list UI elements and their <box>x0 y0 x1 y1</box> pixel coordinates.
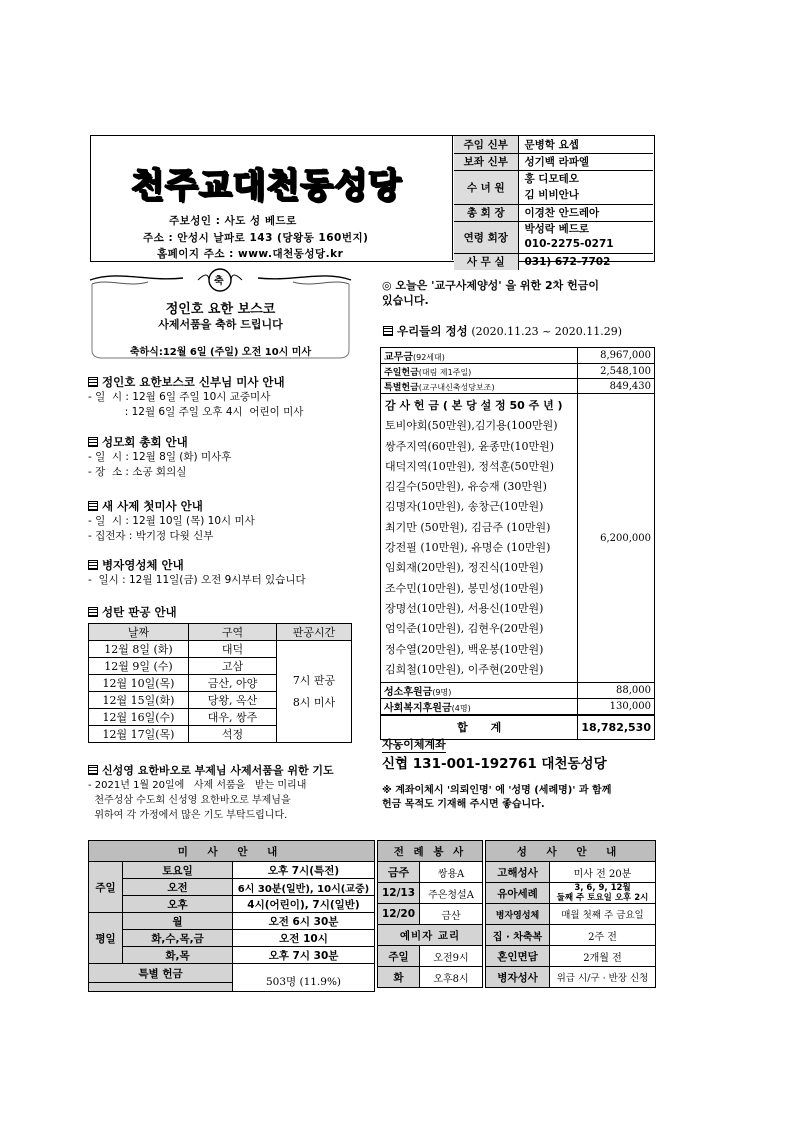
donor-line: 토비야회(50만원),김기용(100만원) <box>385 419 558 433</box>
notice-line: - 일 시 : 12월 6일 주일 10시 교중미사 <box>88 391 271 403</box>
notice-line: - 장 소 : 소공 회의실 <box>88 466 187 478</box>
mass-day: 화,목 <box>123 947 233 964</box>
ordination-celebration: 축하식:12월 6일 (주일) 오전 10시 미사 <box>129 347 312 358</box>
altar-week: 금주 <box>378 862 420 883</box>
notice-line: - 집전자 : 박기정 다윗 신부 <box>88 530 214 542</box>
offering-period: (2020.11.23 ~ 2020.11.29) <box>471 325 623 338</box>
mass-day: 오전 <box>123 879 233 896</box>
staff-role: 총 회 장 <box>454 204 518 221</box>
notice-2 <box>88 434 368 480</box>
donor-line: 조수민(10만원), 봉민성(10만원) <box>385 581 544 595</box>
sacrament-table <box>485 840 656 988</box>
staff-name: 이경찬 안드레아 <box>518 204 653 221</box>
offering-sub: (교구내신축성당보조) <box>418 382 495 392</box>
district-cell: 대덕 <box>189 641 277 658</box>
special-offering-spacer <box>89 983 233 992</box>
altar-title: 전 례 봉 사 <box>378 841 483 862</box>
notice-title: 정인호 요한보스코 신부님 미사 안내 <box>102 375 285 389</box>
table-row <box>378 883 483 904</box>
table-row <box>89 913 375 930</box>
square-bullet-icon <box>88 501 98 511</box>
staff-role: 사 무 실 <box>454 253 518 270</box>
catechism-title: 예비자 교리 <box>378 925 483 946</box>
prayer-line: 천주성삼 수도회 신성영 요한바오로 부제님을 <box>88 795 291 806</box>
table-row <box>378 904 483 925</box>
date-cell: 12월 17일(목) <box>89 726 189 743</box>
donor-line: 정수열(20만원), 백운봉(10만원) <box>385 642 544 656</box>
catechism-time: 오후8시 <box>420 967 483 988</box>
altar-group: 주은청설A <box>420 883 483 904</box>
table-row <box>381 683 655 699</box>
district-cell: 고삼 <box>189 658 277 675</box>
special-offering-value: 503명 (11.9%) <box>233 964 375 992</box>
donor-line: 최기만 (50만원), 김금주 (10만원) <box>385 520 551 534</box>
mass-day: 오후 <box>123 896 233 913</box>
time-cell: 7시 판공 8시 미사 <box>277 641 352 743</box>
altar-group: 쌍용A <box>420 862 483 883</box>
offering-sub: (92세대) <box>412 353 445 362</box>
mass-time: 오후 7시(특전) <box>233 862 375 879</box>
district-cell: 석정 <box>189 726 277 743</box>
thanks-row <box>381 394 655 683</box>
mass-time: 오전 10시 <box>233 930 375 947</box>
parish-address: 주소 : 안성시 날파로 143 (당왕동 160번지) <box>143 232 369 244</box>
offering-heading <box>383 323 622 339</box>
notice-title: 병자영성체 안내 <box>102 558 184 572</box>
offering-amount: 88,000 <box>578 683 655 699</box>
offering-table <box>380 347 655 740</box>
notice-1 <box>88 374 368 420</box>
tour-title: 성탄 판공 안내 <box>102 605 177 619</box>
second-collection-notice: ◎ 오늘은 '교구사제양성' 을 위한 2차 헌금이 있습니다. <box>382 279 599 307</box>
table-row <box>486 862 656 883</box>
district-cell: 대우, 쌍주 <box>189 709 277 726</box>
thanks-amount: 6,200,000 <box>578 394 655 683</box>
mass-time: 6시 30분(일반), 10시(교중) <box>233 879 375 896</box>
weekday-label: 평일 <box>89 913 123 964</box>
transfer-note: ※ 계좌이체시 '의뢰인명' 에 '성명 (세례명)' 과 함께 헌금 목적도 기재해 주시면 좋습니다. <box>382 785 612 810</box>
celebration-badge: 축 <box>214 276 224 287</box>
offering-amount: 8,967,000 <box>578 348 655 364</box>
masthead-left <box>91 136 453 260</box>
date-cell: 12월 9일 (수) <box>89 658 189 675</box>
offering-amount: 849,430 <box>578 379 655 394</box>
table-row <box>486 946 656 967</box>
altar-group: 금산 <box>420 904 483 925</box>
mass-title: 미 사 안 내 <box>89 841 375 862</box>
district-cell: 당왕, 옥산 <box>189 692 277 709</box>
table-row <box>486 967 656 988</box>
tour-heading <box>88 604 177 620</box>
notice-title: 성모회 총회 안내 <box>102 435 188 449</box>
offering-sub: (9명) <box>432 688 452 698</box>
prayer-title: 신성영 요한바오로 부제님 사제서품을 위한 기도 <box>102 764 334 777</box>
parish-title: 천주교대천동성당 <box>131 166 402 206</box>
table-row <box>89 947 375 964</box>
mass-day: 월 <box>123 913 233 930</box>
table-row <box>89 879 375 896</box>
thanks-title: 감 사 헌 금 ( 본 당 설 정 50 주 년 ) <box>385 399 563 412</box>
masthead-box <box>90 135 655 269</box>
offering-title: 우리들의 정성 <box>397 324 468 338</box>
mass-day: 화,수,목,금 <box>123 930 233 947</box>
donor-line: 엄익준(10만원), 김현우(20만원) <box>385 622 544 636</box>
table-row <box>89 641 352 658</box>
table-row <box>378 862 483 883</box>
square-bullet-icon <box>88 607 98 617</box>
mass-schedule-table <box>88 840 375 992</box>
table-row <box>381 379 655 394</box>
sacrament-info: 위급 시/구 · 반장 신청 <box>550 967 656 988</box>
donor-line: 대덕지역(10만원), 정석훈(50만원) <box>385 459 555 473</box>
table-row <box>486 925 656 946</box>
mass-day: 토요일 <box>123 862 233 879</box>
patron-saint: 주보성인 : 사도 성 베드로 <box>169 215 297 227</box>
altar-week: 12/13 <box>378 883 420 904</box>
prayer-line: 위하여 각 가정에서 많은 기도 부탁드립니다. <box>88 810 288 821</box>
offering-label: 특별헌금 <box>384 382 419 393</box>
sacrament-info: 미사 전 20분 <box>550 862 656 883</box>
table-row <box>89 964 375 983</box>
notice-4 <box>88 557 368 588</box>
col-header: 판공시간 <box>277 624 352 641</box>
bank-account: 신협 131-001-192761 대천동성당 <box>382 756 607 772</box>
offering-label: 교무금 <box>384 352 413 363</box>
table-row <box>381 699 655 716</box>
sacrament-info: 2개월 전 <box>550 946 656 967</box>
table-row <box>89 930 375 947</box>
table-row <box>89 896 375 913</box>
district-cell: 금산, 아양 <box>189 675 277 692</box>
office-phone: 031) 672-7702 <box>524 255 611 268</box>
ordination-congrats: 사제서품을 축하 드립니다 <box>158 318 283 331</box>
offering-label: 주일헌금 <box>384 367 419 378</box>
staff-name: 성기백 라파엘 <box>518 153 653 170</box>
sacrament-name: 병자성사 <box>486 967 550 988</box>
sacrament-title: 성 사 안 내 <box>486 841 656 862</box>
catechism-time: 오전9시 <box>420 946 483 967</box>
sacrament-info: 3, 6, 9, 12월 둘째 주 토요일 오후 2시 <box>550 883 656 904</box>
catechism-day: 화 <box>378 967 420 988</box>
date-cell: 12월 10일(목) <box>89 675 189 692</box>
notice-title: 새 사제 첫미사 안내 <box>102 499 203 513</box>
staff-name: 박성락 베드로 <box>524 223 590 235</box>
square-bullet-icon <box>383 326 393 336</box>
offering-label: 성소후원금 <box>384 687 433 699</box>
table-row <box>381 364 655 379</box>
staff-role: 주임 신부 <box>454 136 518 153</box>
staff-name: 홍 디모테오 <box>524 173 579 185</box>
table-row <box>378 967 483 988</box>
date-cell: 12월 8일 (화) <box>89 641 189 658</box>
donor-line: 임회재(20만원), 정진식(10만원) <box>385 561 544 575</box>
square-bullet-icon <box>88 560 98 570</box>
special-offering-label: 특별 헌금 <box>89 964 233 983</box>
staff-role: 연령 회장 <box>454 221 518 253</box>
notice-line: : 12월 6일 주일 오후 4시 어린이 미사 <box>88 406 304 418</box>
staff-role: 수 녀 원 <box>454 170 518 204</box>
notice-line: - 일시 : 12월 11일(금) 오전 9시부터 있습니다 <box>88 574 306 586</box>
table-row <box>381 348 655 364</box>
donor-line: 강전필 (10만원), 유명순 (10만원) <box>385 541 551 555</box>
sacrament-name: 유아세례 <box>486 883 550 904</box>
ordination-name: 정인호 요한 보스코 <box>165 302 276 317</box>
sunday-label: 주일 <box>89 862 123 913</box>
notice-3 <box>88 498 368 544</box>
offering-sub: (대림 제1주일) <box>418 367 472 377</box>
offering-amount: 2,548,100 <box>578 364 655 379</box>
mass-time: 오후 7시 30분 <box>233 947 375 964</box>
total-label: 합 계 <box>381 715 578 739</box>
square-bullet-icon <box>88 765 98 775</box>
date-cell: 12월 15일(화) <box>89 692 189 709</box>
donor-line: 장명선(10만원), 서용신(10만원) <box>385 601 544 615</box>
staff-phone: 010-2275-0271 <box>524 238 614 250</box>
altar-service-table <box>377 840 483 988</box>
notice-line: - 일 시 : 12월 10일 (목) 10시 미사 <box>88 515 255 527</box>
staff-table <box>454 136 653 270</box>
square-bullet-icon <box>88 437 98 447</box>
staff-role: 보좌 신부 <box>454 153 518 170</box>
prayer-notice <box>88 762 373 823</box>
mass-time: 4시(어린이), 7시(일반) <box>233 896 375 913</box>
mass-time: 오전 6시 30분 <box>233 913 375 930</box>
sacrament-name: 병자영성체 <box>486 904 550 925</box>
table-row <box>378 946 483 967</box>
square-bullet-icon <box>88 377 98 387</box>
sacrament-name: 혼인면담 <box>486 946 550 967</box>
staff-name: 김 비비안나 <box>524 189 579 201</box>
col-header: 날짜 <box>89 624 189 641</box>
table-row <box>486 883 656 904</box>
donor-line: 김길수(50만원), 유승재 (30만원) <box>385 480 547 494</box>
transfer-label: 자동이체계좌 <box>382 738 446 751</box>
offering-amount: 130,000 <box>578 699 655 716</box>
donor-line: 김희철(10만원), 이주현(20만원) <box>385 662 544 676</box>
donor-line: 쌍주지역(60만원), 윤종만(10만원) <box>385 439 555 453</box>
catechism-day: 주일 <box>378 946 420 967</box>
homepage: 홈페이지 주소 : www.대천동성당.kr <box>157 248 344 260</box>
date-cell: 12월 16일(수) <box>89 709 189 726</box>
prayer-line: - 2021년 1월 20일에 사제 서품을 받는 미리내 <box>88 780 307 791</box>
donor-line: 김명자(10만원), 송창근(10만원) <box>385 500 544 514</box>
sacrament-info: 매월 첫째 주 금요일 <box>550 904 656 925</box>
table-row <box>89 862 375 879</box>
sacrament-name: 고해성사 <box>486 862 550 883</box>
staff-name: 문병학 요셉 <box>518 136 653 153</box>
sacrament-name: 집 · 차축복 <box>486 925 550 946</box>
ordination-box <box>88 268 353 360</box>
altar-week: 12/20 <box>378 904 420 925</box>
offering-label: 사회복지후원금 <box>384 703 452 715</box>
col-header: 구역 <box>189 624 277 641</box>
confession-schedule-table <box>88 623 352 743</box>
sacrament-info: 2주 전 <box>550 925 656 946</box>
offering-sub: (4명) <box>451 704 471 714</box>
total-amount: 18,782,530 <box>578 715 655 739</box>
table-row <box>486 904 656 925</box>
notice-line: - 일 시 : 12월 8일 (화) 미사후 <box>88 451 232 463</box>
